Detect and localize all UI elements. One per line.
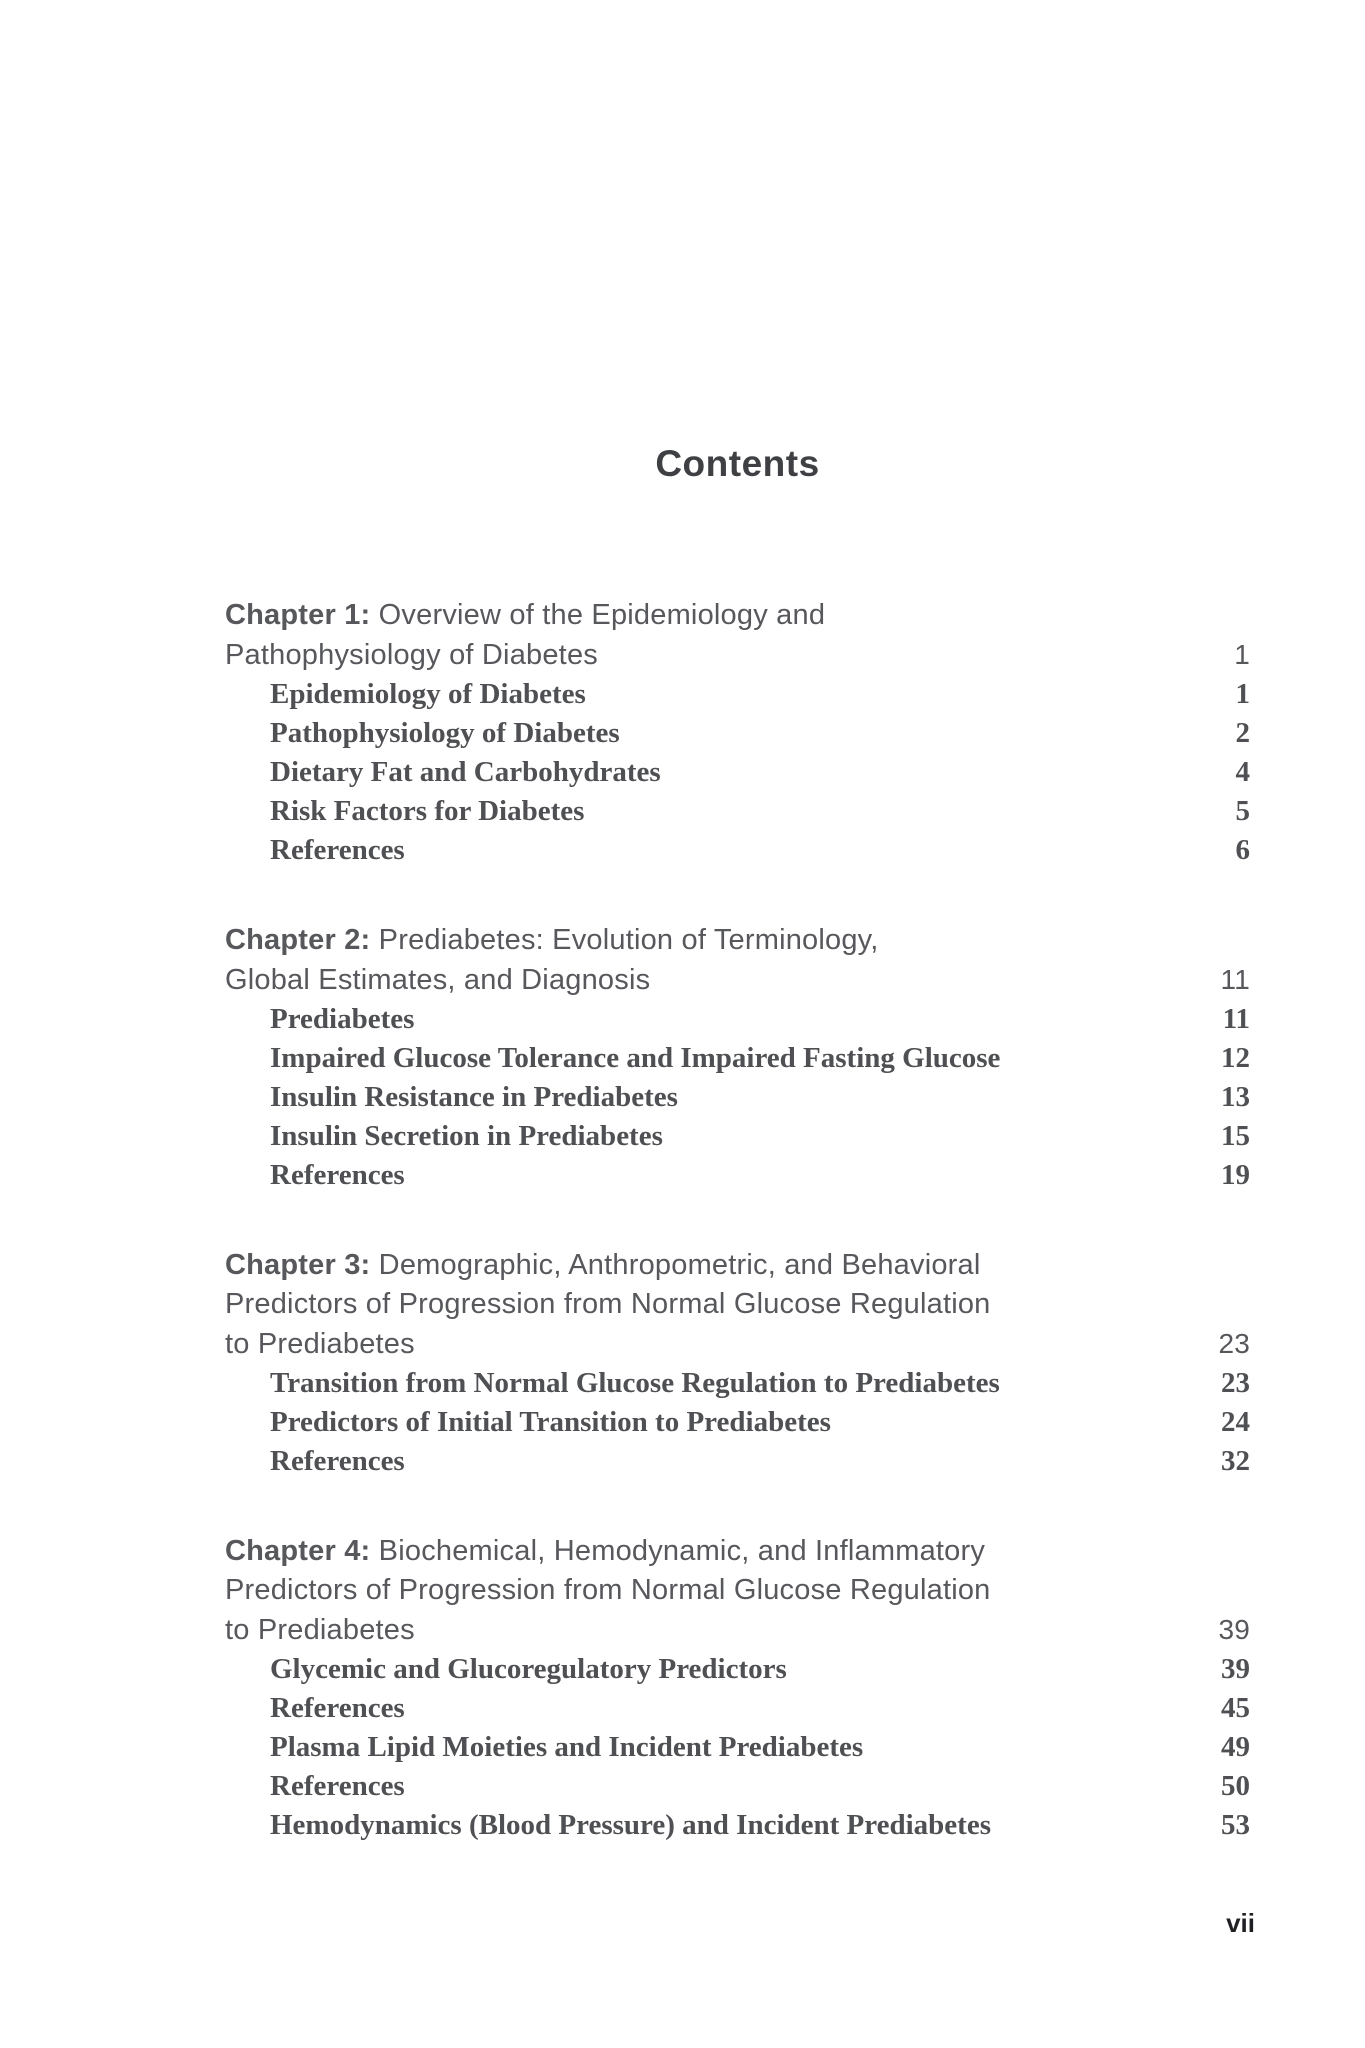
entry-title: Impaired Glucose Tolerance and Impaired Fasting Glucose: [270, 1042, 1001, 1074]
entry-page-number: 49: [1221, 1731, 1250, 1763]
toc-entry: [225, 1039, 1250, 1078]
toc-list: [225, 596, 1250, 1845]
entry-page-number: 50: [1221, 1770, 1250, 1802]
chapter-heading-text: Global Estimates, and Diagnosis: [225, 964, 651, 996]
toc-entry: [225, 1650, 1250, 1689]
entry-title: References: [270, 1770, 405, 1802]
entry-title: Plasma Lipid Moieties and Incident Prediabetes: [270, 1731, 864, 1763]
toc-chapter-1: [225, 596, 1250, 870]
chapter-label: Chapter 1:: [225, 599, 371, 631]
chapter-heading-text: Pathophysiology of Diabetes: [225, 639, 598, 671]
entry-page-number: 5: [1235, 795, 1250, 827]
entry-title: Pathophysiology of Diabetes: [270, 717, 620, 749]
toc-entry: [225, 753, 1250, 792]
toc-chapter-4: [225, 1532, 1250, 1845]
entry-title: Insulin Secretion in Prediabetes: [270, 1120, 663, 1152]
chapter-heading-line: [225, 1571, 1250, 1610]
entry-page-number: 19: [1221, 1159, 1250, 1191]
entry-page-number: 2: [1235, 717, 1250, 749]
entry-page-number: 45: [1221, 1692, 1250, 1724]
chapter-heading-text: to Prediabetes: [225, 1328, 415, 1360]
chapter-heading-line: [225, 1324, 1250, 1364]
toc-entry: [225, 1442, 1250, 1481]
toc-entry: [225, 1156, 1250, 1195]
entry-title: Prediabetes: [270, 1003, 415, 1035]
chapter-heading-text: Chapter 2: Prediabetes: Evolution of Terminology,: [225, 924, 879, 956]
entry-title: References: [270, 1445, 405, 1477]
entry-page-number: 11: [1222, 1003, 1250, 1035]
entry-title: Risk Factors for Diabetes: [270, 795, 585, 827]
entry-title: Transition from Normal Glucose Regulation to Prediabetes: [270, 1367, 1000, 1399]
chapter-heading-text: Chapter 3: Demographic, Anthropometric, and Behavioral: [225, 1249, 981, 1281]
chapter-page-number: 1: [1234, 639, 1250, 670]
chapter-heading-line: [225, 1246, 1250, 1285]
chapter-label: Chapter 2:: [225, 924, 371, 956]
entry-title: References: [270, 1692, 405, 1724]
toc-entry: [225, 1806, 1250, 1845]
toc-chapter-2: [225, 921, 1250, 1195]
toc-entry: [225, 1000, 1250, 1039]
chapter-heading-line: [225, 635, 1250, 675]
entry-page-number: 39: [1221, 1653, 1250, 1685]
chapter-label: Chapter 3:: [225, 1249, 371, 1281]
toc-entry: [225, 714, 1250, 753]
chapter-page-number: 11: [1220, 964, 1250, 995]
chapter-heading-text: to Prediabetes: [225, 1614, 415, 1646]
entry-page-number: 32: [1221, 1445, 1250, 1477]
toc-entry: [225, 1078, 1250, 1117]
entry-title: Hemodynamics (Blood Pressure) and Incident Prediabetes: [270, 1809, 991, 1841]
toc-entry: [225, 1117, 1250, 1156]
entry-title: Epidemiology of Diabetes: [270, 678, 586, 710]
chapter-heading-text: Chapter 4: Biochemical, Hemodynamic, and Inflammatory: [225, 1535, 986, 1567]
entry-page-number: 24: [1221, 1406, 1250, 1438]
chapter-heading-line: [225, 596, 1250, 635]
entry-title: References: [270, 1159, 405, 1191]
chapter-page-number: 23: [1218, 1328, 1250, 1359]
toc-entry: [225, 792, 1250, 831]
toc-entry: [225, 1403, 1250, 1442]
folio-page-number: vii: [1226, 1908, 1255, 1938]
entry-title: Dietary Fat and Carbohydrates: [270, 756, 661, 788]
entry-page-number: 12: [1221, 1042, 1250, 1074]
chapter-heading-line: [225, 1610, 1250, 1650]
toc-chapter-3: [225, 1246, 1250, 1481]
toc-entry: [225, 1728, 1250, 1767]
entry-title: Predictors of Initial Transition to Prediabetes: [270, 1406, 831, 1438]
entry-page-number: 15: [1221, 1120, 1250, 1152]
entry-page-number: 4: [1235, 756, 1250, 788]
entry-page-number: 6: [1235, 834, 1250, 866]
entry-page-number: 13: [1221, 1081, 1250, 1113]
entry-title: Glycemic and Glucoregulatory Predictors: [270, 1653, 787, 1685]
chapter-label: Chapter 4:: [225, 1535, 371, 1567]
chapter-heading-line: [225, 1285, 1250, 1324]
chapter-page-number: 39: [1218, 1614, 1250, 1645]
toc-entry: [225, 675, 1250, 714]
entry-title: Insulin Resistance in Prediabetes: [270, 1081, 678, 1113]
toc-entry: [225, 831, 1250, 870]
chapter-heading-line: [225, 921, 1250, 960]
toc-entry: [225, 1364, 1250, 1403]
chapter-heading-text: Predictors of Progression from Normal Glucose Regulation: [225, 1574, 991, 1606]
page-title: Contents: [655, 443, 820, 484]
entry-page-number: 1: [1235, 678, 1250, 710]
chapter-heading-line: [225, 960, 1250, 1000]
toc-entry: [225, 1689, 1250, 1728]
chapter-heading-text: Predictors of Progression from Normal Glucose Regulation: [225, 1288, 991, 1320]
entry-page-number: 23: [1221, 1367, 1250, 1399]
toc-entry: [225, 1767, 1250, 1806]
entry-title: References: [270, 834, 405, 866]
entry-page-number: 53: [1221, 1809, 1250, 1841]
chapter-heading-text: Chapter 1: Overview of the Epidemiology and: [225, 599, 826, 631]
chapter-heading-line: [225, 1532, 1250, 1571]
